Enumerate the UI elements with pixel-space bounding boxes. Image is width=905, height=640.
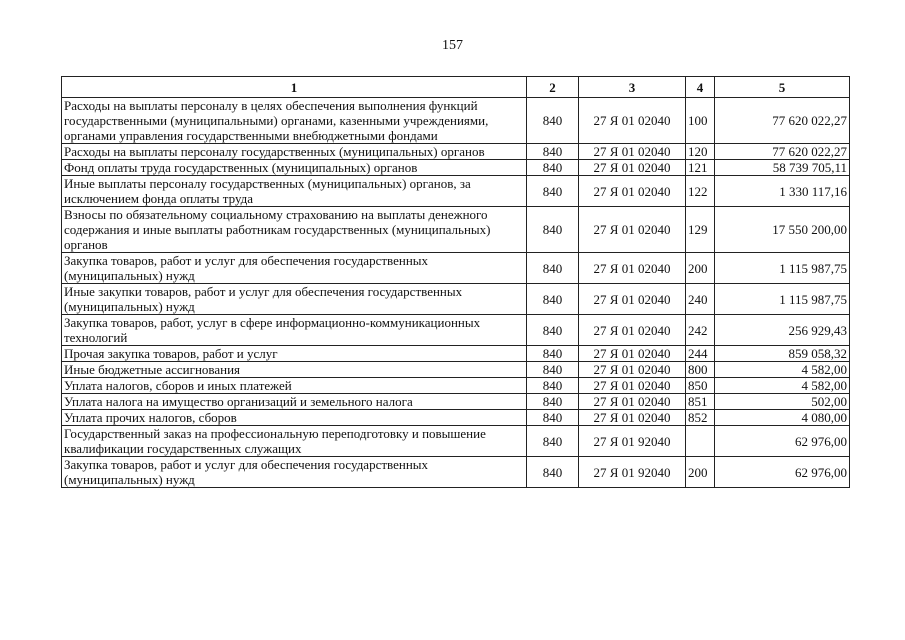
table-row bbox=[62, 394, 850, 410]
row-name-cell: Уплата налога на имущество организаций и земельного налога bbox=[62, 394, 527, 410]
row-admin-code-cell: 840 bbox=[527, 98, 579, 144]
row-amount-cell: 77 620 022,27 bbox=[715, 144, 850, 160]
row-amount-cell: 1 115 987,75 bbox=[715, 253, 850, 284]
row-target-code-cell: 27 Я 01 02040 bbox=[579, 176, 686, 207]
row-name-cell: Закупка товаров, работ, услуг в сфере информационно-коммуникационных технологий bbox=[62, 315, 527, 346]
row-admin-code-cell: 840 bbox=[527, 457, 579, 488]
row-expense-type-cell: 122 bbox=[686, 176, 715, 207]
row-name-cell: Закупка товаров, работ и услуг для обеспечения государственных (муниципальных) нужд bbox=[62, 457, 527, 488]
row-amount-cell: 4 080,00 bbox=[715, 410, 850, 426]
row-expense-type-cell: 100 bbox=[686, 98, 715, 144]
row-name-cell: Государственный заказ на профессиональную переподготовку и повышение квалификации государственных служащих bbox=[62, 426, 527, 457]
row-amount-cell: 17 550 200,00 bbox=[715, 207, 850, 253]
row-expense-type-cell bbox=[686, 426, 715, 457]
row-target-code-cell: 27 Я 01 02040 bbox=[579, 253, 686, 284]
row-amount-cell: 1 330 117,16 bbox=[715, 176, 850, 207]
row-admin-code-cell: 840 bbox=[527, 207, 579, 253]
table-row bbox=[62, 410, 850, 426]
table-row bbox=[62, 426, 850, 457]
row-expense-type-cell: 240 bbox=[686, 284, 715, 315]
row-name-cell: Взносы по обязательному социальному страхованию на выплаты денежного содержания и иные выплаты работникам государственных (муниципальных) органов bbox=[62, 207, 527, 253]
row-admin-code-cell: 840 bbox=[527, 362, 579, 378]
budget-table bbox=[61, 76, 850, 488]
table-row bbox=[62, 176, 850, 207]
row-admin-code-cell: 840 bbox=[527, 284, 579, 315]
header-col-1: 1 bbox=[62, 77, 527, 98]
table-header-row bbox=[62, 77, 850, 98]
row-admin-code-cell: 840 bbox=[527, 346, 579, 362]
row-expense-type-cell: 800 bbox=[686, 362, 715, 378]
row-target-code-cell: 27 Я 01 02040 bbox=[579, 410, 686, 426]
row-name-cell: Иные закупки товаров, работ и услуг для обеспечения государственных (муниципальных) нужд bbox=[62, 284, 527, 315]
row-expense-type-cell: 852 bbox=[686, 410, 715, 426]
row-admin-code-cell: 840 bbox=[527, 394, 579, 410]
row-target-code-cell: 27 Я 01 02040 bbox=[579, 378, 686, 394]
row-amount-cell: 77 620 022,27 bbox=[715, 98, 850, 144]
row-expense-type-cell: 200 bbox=[686, 253, 715, 284]
row-target-code-cell: 27 Я 01 02040 bbox=[579, 207, 686, 253]
table-row bbox=[62, 362, 850, 378]
row-target-code-cell: 27 Я 01 92040 bbox=[579, 457, 686, 488]
header-col-5: 5 bbox=[715, 77, 850, 98]
row-target-code-cell: 27 Я 01 02040 bbox=[579, 144, 686, 160]
row-admin-code-cell: 840 bbox=[527, 176, 579, 207]
row-admin-code-cell: 840 bbox=[527, 253, 579, 284]
row-name-cell: Расходы на выплаты персоналу в целях обеспечения выполнения функций государственными (муниципальными) органами, казенными учреждениями, органами управления государственными внебюджетными фондами bbox=[62, 98, 527, 144]
row-admin-code-cell: 840 bbox=[527, 426, 579, 457]
row-target-code-cell: 27 Я 01 02040 bbox=[579, 160, 686, 176]
row-target-code-cell: 27 Я 01 92040 bbox=[579, 426, 686, 457]
row-amount-cell: 502,00 bbox=[715, 394, 850, 410]
row-name-cell: Фонд оплаты труда государственных (муниципальных) органов bbox=[62, 160, 527, 176]
row-name-cell: Уплата прочих налогов, сборов bbox=[62, 410, 527, 426]
table-row bbox=[62, 315, 850, 346]
table-row bbox=[62, 207, 850, 253]
row-expense-type-cell: 120 bbox=[686, 144, 715, 160]
row-amount-cell: 62 976,00 bbox=[715, 457, 850, 488]
row-expense-type-cell: 121 bbox=[686, 160, 715, 176]
row-amount-cell: 256 929,43 bbox=[715, 315, 850, 346]
row-name-cell: Иные бюджетные ассигнования bbox=[62, 362, 527, 378]
table-row bbox=[62, 284, 850, 315]
table-row bbox=[62, 160, 850, 176]
page-number: 157 bbox=[442, 38, 463, 53]
row-expense-type-cell: 242 bbox=[686, 315, 715, 346]
header-col-2: 2 bbox=[527, 77, 579, 98]
table-row bbox=[62, 457, 850, 488]
header-col-4: 4 bbox=[686, 77, 715, 98]
row-amount-cell: 4 582,00 bbox=[715, 362, 850, 378]
table-row bbox=[62, 253, 850, 284]
header-col-3: 3 bbox=[579, 77, 686, 98]
row-admin-code-cell: 840 bbox=[527, 378, 579, 394]
row-amount-cell: 859 058,32 bbox=[715, 346, 850, 362]
row-expense-type-cell: 850 bbox=[686, 378, 715, 394]
row-admin-code-cell: 840 bbox=[527, 410, 579, 426]
row-name-cell: Расходы на выплаты персоналу государственных (муниципальных) органов bbox=[62, 144, 527, 160]
table-row bbox=[62, 378, 850, 394]
table-row bbox=[62, 144, 850, 160]
table-row bbox=[62, 346, 850, 362]
row-name-cell: Прочая закупка товаров, работ и услуг bbox=[62, 346, 527, 362]
row-target-code-cell: 27 Я 01 02040 bbox=[579, 98, 686, 144]
row-amount-cell: 62 976,00 bbox=[715, 426, 850, 457]
row-expense-type-cell: 851 bbox=[686, 394, 715, 410]
table-row bbox=[62, 98, 850, 144]
row-amount-cell: 58 739 705,11 bbox=[715, 160, 850, 176]
row-name-cell: Закупка товаров, работ и услуг для обеспечения государственных (муниципальных) нужд bbox=[62, 253, 527, 284]
row-amount-cell: 4 582,00 bbox=[715, 378, 850, 394]
row-target-code-cell: 27 Я 01 02040 bbox=[579, 346, 686, 362]
row-expense-type-cell: 129 bbox=[686, 207, 715, 253]
row-target-code-cell: 27 Я 01 02040 bbox=[579, 284, 686, 315]
row-target-code-cell: 27 Я 01 02040 bbox=[579, 315, 686, 346]
row-expense-type-cell: 244 bbox=[686, 346, 715, 362]
row-name-cell: Иные выплаты персоналу государственных (муниципальных) органов, за исключением фонда оплаты труда bbox=[62, 176, 527, 207]
row-amount-cell: 1 115 987,75 bbox=[715, 284, 850, 315]
table-body bbox=[62, 98, 850, 488]
row-target-code-cell: 27 Я 01 02040 bbox=[579, 394, 686, 410]
row-admin-code-cell: 840 bbox=[527, 160, 579, 176]
row-admin-code-cell: 840 bbox=[527, 144, 579, 160]
row-target-code-cell: 27 Я 01 02040 bbox=[579, 362, 686, 378]
row-name-cell: Уплата налогов, сборов и иных платежей bbox=[62, 378, 527, 394]
row-admin-code-cell: 840 bbox=[527, 315, 579, 346]
row-expense-type-cell: 200 bbox=[686, 457, 715, 488]
